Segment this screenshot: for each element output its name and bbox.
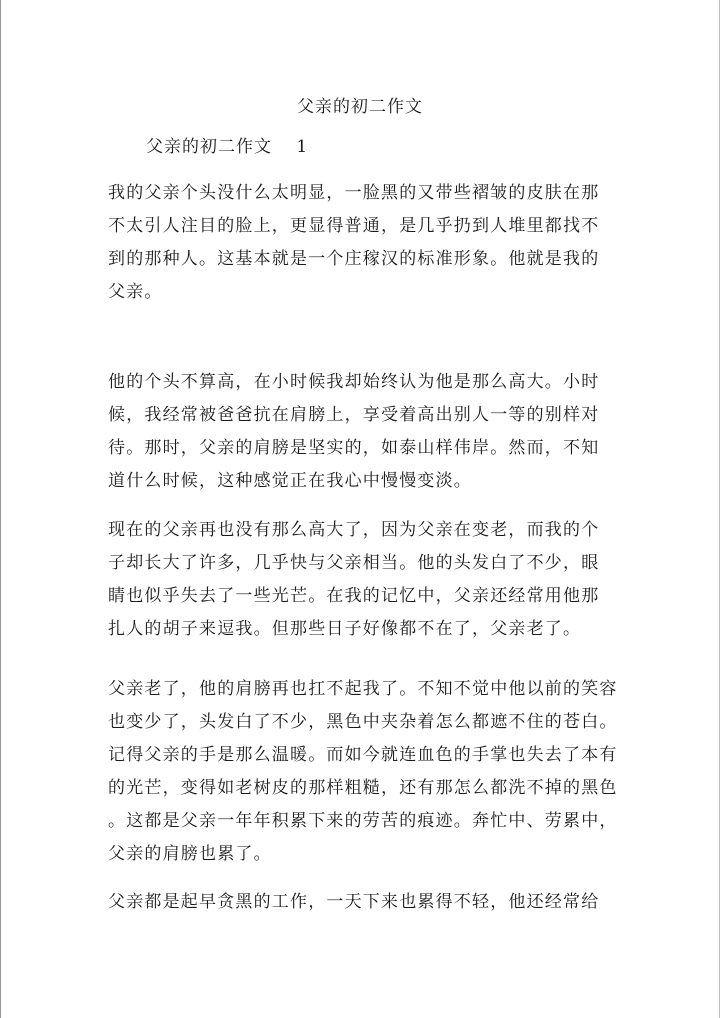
paragraph-line: 我的父亲个头没什么太明显，一脸黑的又带些褶皱的皮肤在那 [108,183,600,203]
paragraph-line: 候，我经常被爸爸抗在肩膀上，享受着高出别人一等的别样对 [108,405,600,425]
paragraph-line: 道什么时候，这种感觉正在我心中慢慢变淡。 [108,471,472,491]
paragraph-line: 扎人的胡子来逗我。但那些日子好像都不在了，父亲老了。 [108,619,582,639]
paragraph-line: 睛也似乎失去了一些光芒。在我的记忆中，父亲还经常用他那 [108,586,600,606]
paragraph-line: 也变少了，头发白了不少，黑色中夹杂着怎么都遮不住的苍白。 [108,712,618,732]
paragraph-line: 的光芒，变得如老树皮的那样粗糙，还有那怎么都洗不掉的黑色 [108,778,618,798]
paragraph-line: 到的那种人。这基本就是一个庄稼汉的标准形象。他就是我的 [108,249,600,269]
page-left-edge [0,0,1,1018]
document-subtitle: 父亲的初二作文 1 [146,137,309,157]
paragraph-line: 父亲老了，他的肩膀再也扛不起我了。不知不觉中他以前的笑容 [108,679,618,699]
paragraph-4 [108,673,620,871]
document-title: 父亲的初二作文 [297,97,423,117]
paragraph-1 [108,177,620,309]
paragraph-3 [108,514,620,646]
paragraph-2 [108,366,620,498]
paragraph-line: 子却长大了许多，几乎快与父亲相当。他的头发白了不少，眼 [108,553,600,573]
paragraph-line: 父亲都是起早贪黑的工作，一天下来也累得不轻，他还经常给 [108,892,600,912]
paragraph-line: 。这都是父亲一年年积累下来的劳苦的痕迹。奔忙中、劳累中， [108,811,618,831]
paragraph-line: 他的个头不算高，在小时候我却始终认为他是那么高大。小时 [108,372,600,392]
paragraph-line: 记得父亲的手是那么温暖。而如今就连血色的手掌也失去了本有 [108,745,618,765]
paragraph-line: 父亲的肩膀也累了。 [108,844,272,864]
paragraph-line: 待。那时，父亲的肩膀是坚实的，如泰山样伟岸。然而，不知 [108,438,600,458]
paragraph-line: 父亲。 [108,282,163,302]
paragraph-line: 不太引人注目的脸上，更显得普通，是几乎扔到人堆里都找不 [108,216,600,236]
paragraph-5 [108,886,620,919]
paragraph-line: 现在的父亲再也没有那么高大了，因为父亲在变老，而我的个 [108,520,600,540]
